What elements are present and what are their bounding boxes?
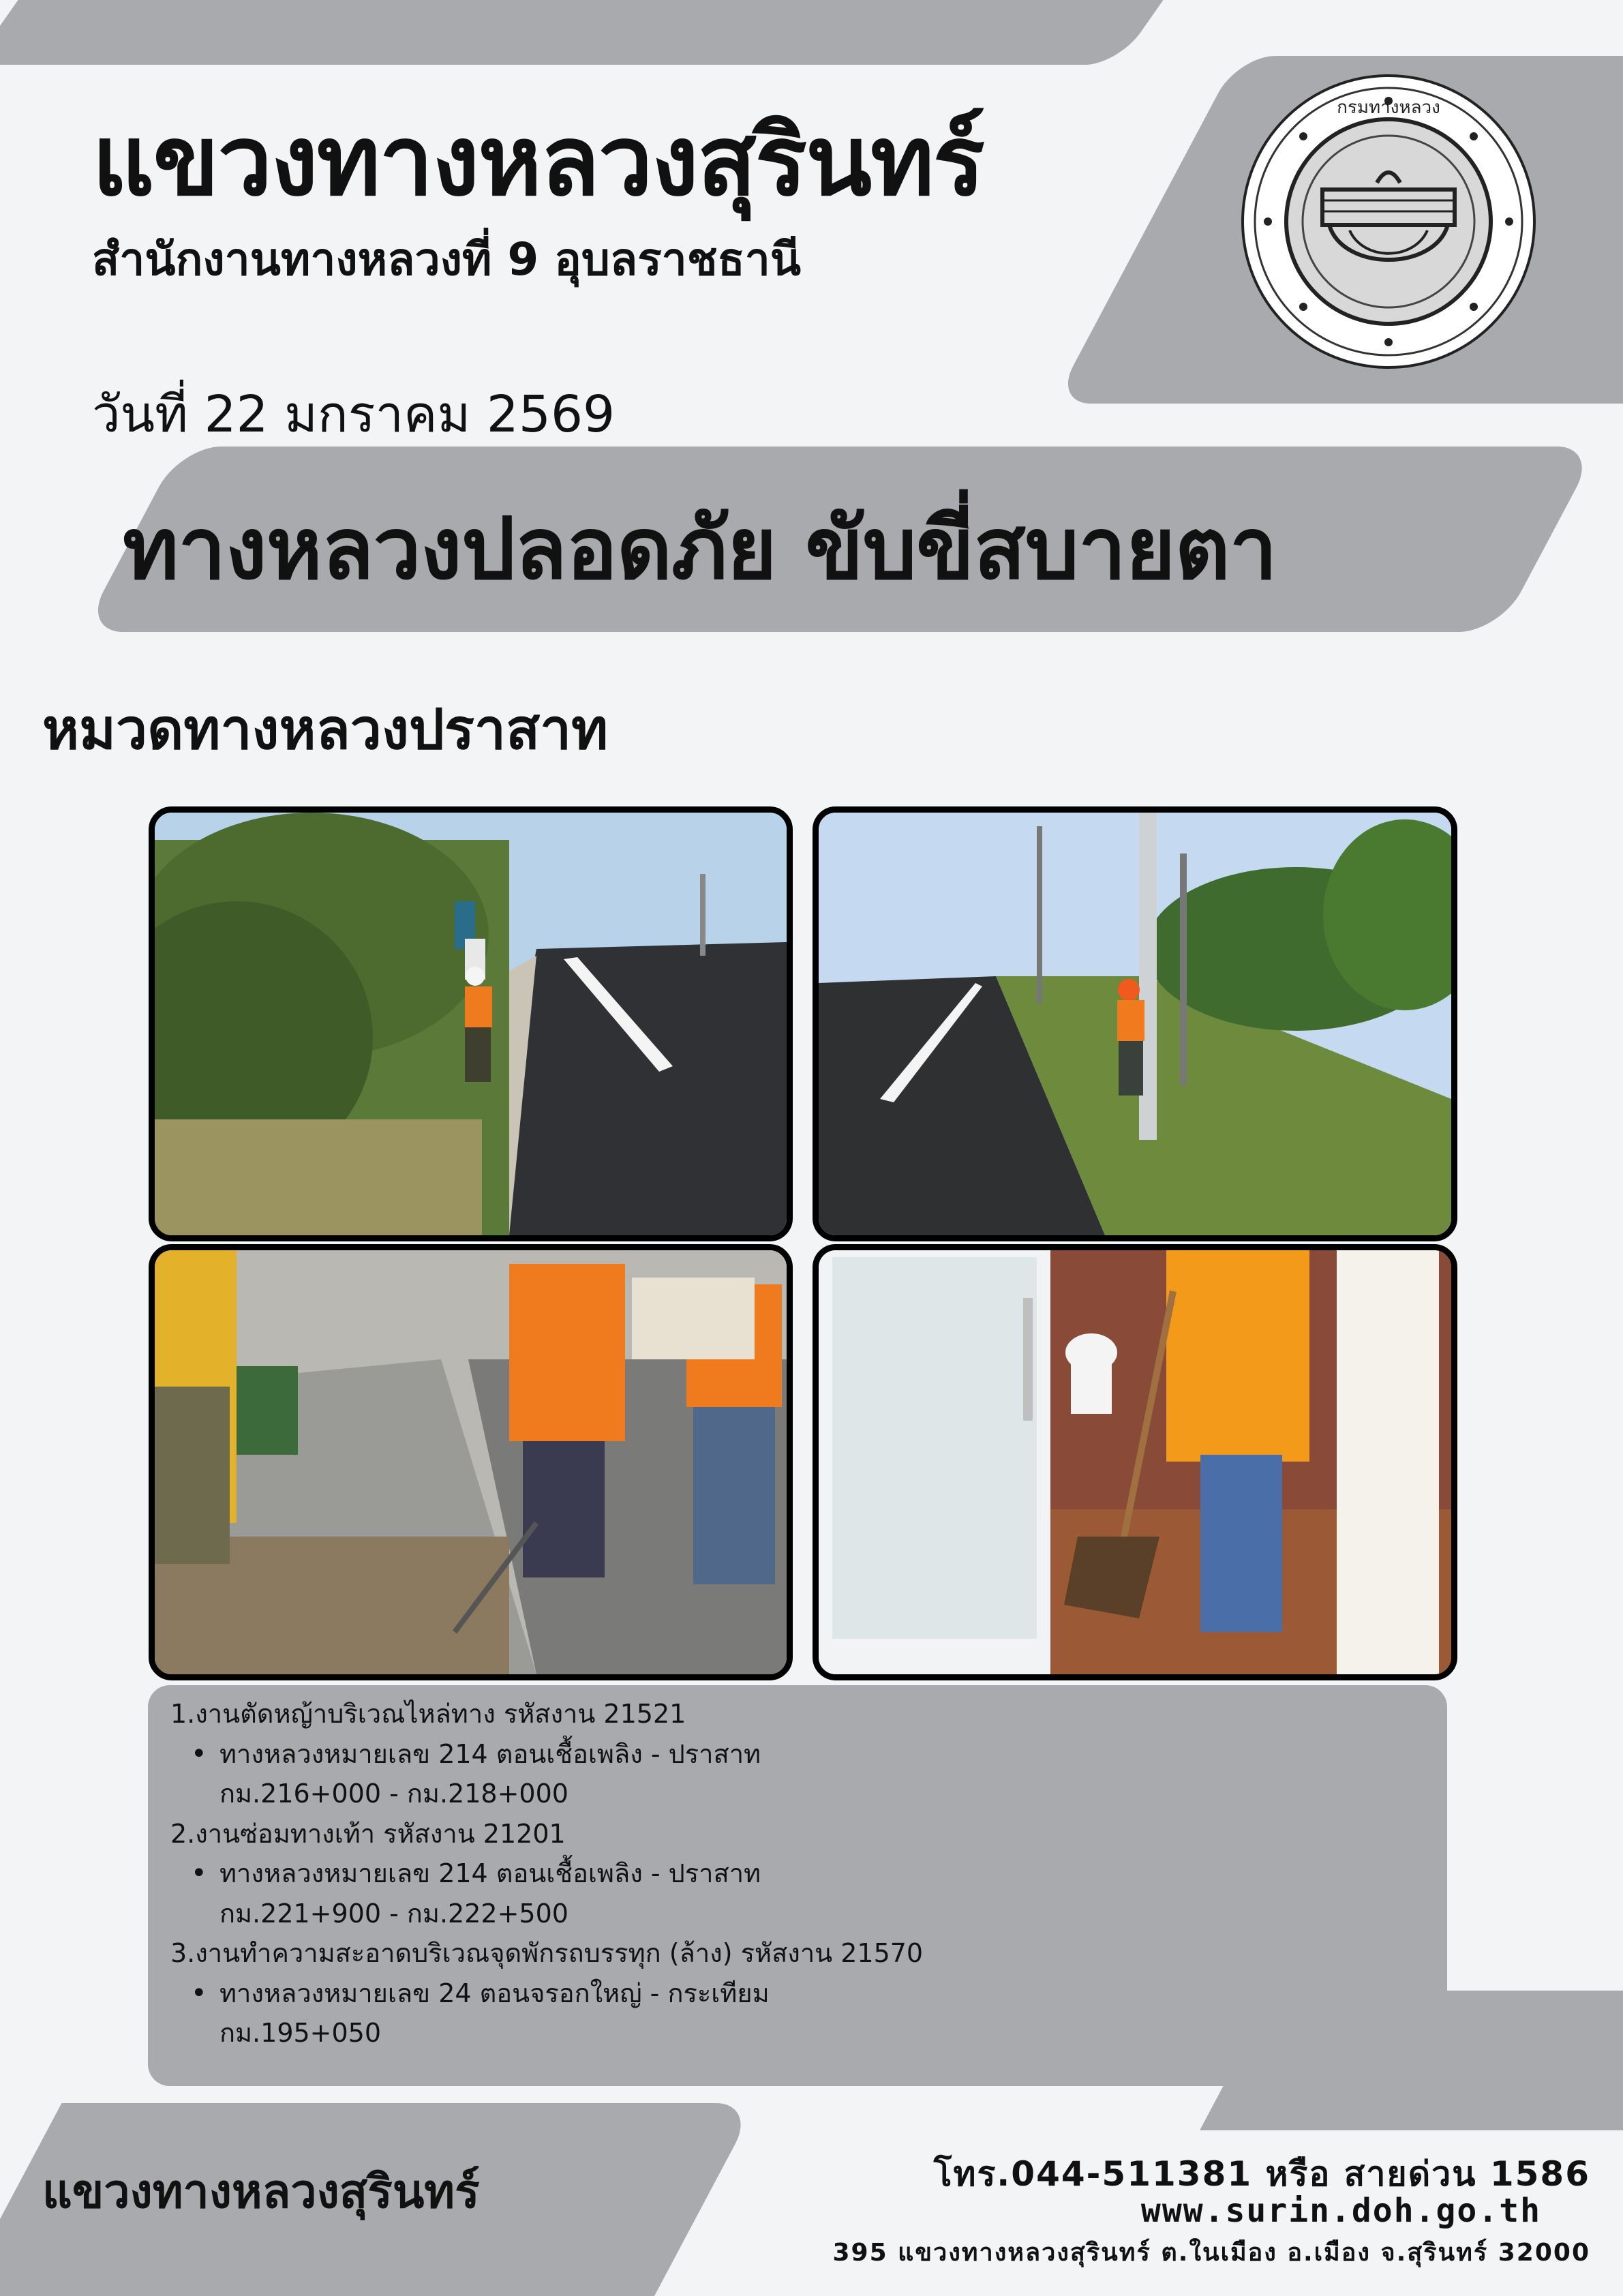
footer-website-link[interactable]: www.surin.doh.go.th xyxy=(1140,2192,1541,2230)
work-item-title: 3.งานทำความสะอาดบริเวณจุดพักรถบรรทุก (ล้าง) รหัสงาน 21570 xyxy=(170,1938,924,1968)
page-title: แขวงทางหลวงสุรินทร์ xyxy=(92,105,984,217)
work-item-title: 1.งานตัดหญ้าบริเวณไหล่ทาง รหัสงาน 21521 xyxy=(170,1699,686,1729)
sidewalk-repair-photo xyxy=(149,1244,793,1680)
work-item-km: กม.221+900 - กม.222+500 xyxy=(219,1898,568,1929)
footer-address: 395 แขวงทางหลวงสุรินทร์ ต.ในเมือง อ.เมือง จ.สุรินทร์ 32000 xyxy=(832,2239,1590,2267)
footer-office-name: แขวงทางหลวงสุรินทร์ xyxy=(42,2165,480,2219)
footer-phone: โทร.044-511381 หรือ สายด่วน 1586 xyxy=(933,2154,1590,2194)
department-of-highways-seal-icon xyxy=(1241,74,1537,370)
grass-cutting-pole-photo xyxy=(813,806,1457,1241)
work-item-km: กม.195+050 xyxy=(219,2018,382,2048)
restroom-cleaning-photo xyxy=(813,1244,1457,1680)
work-details-list xyxy=(170,1694,923,2053)
date-text: วันที่ 22 มกราคม 2569 xyxy=(92,385,616,444)
work-item-route: • ทางหลวงหมายเลข 214 ตอนเชื้อเพลิง - ปราสาท xyxy=(170,1854,923,1894)
page-subtitle: สำนักงานทางหลวงที่ 9 อุบลราชธานี xyxy=(92,233,801,286)
work-item-km: กม.216+000 - กม.218+000 xyxy=(219,1779,568,1809)
work-item-route: • ทางหลวงหมายเลข 214 ตอนเชื้อเพลิง - ปราสาท xyxy=(170,1734,923,1774)
seal-text: กรมทางหลวง xyxy=(1337,97,1440,118)
slogan-text: ทางหลวงปลอดภัย ขับขี่สบายตา xyxy=(123,500,1277,599)
work-item-route: • ทางหลวงหมายเลข 24 ตอนจรอกใหญ่ - กระเทียม xyxy=(170,1974,923,2014)
section-heading: หมวดทางหลวงปราสาท xyxy=(42,697,609,762)
work-item-title: 2.งานซ่อมทางเท้า รหัสงาน 21201 xyxy=(170,1818,566,1849)
grass-cutting-roadside-photo xyxy=(149,806,793,1241)
top-decor-strip xyxy=(0,0,1164,65)
